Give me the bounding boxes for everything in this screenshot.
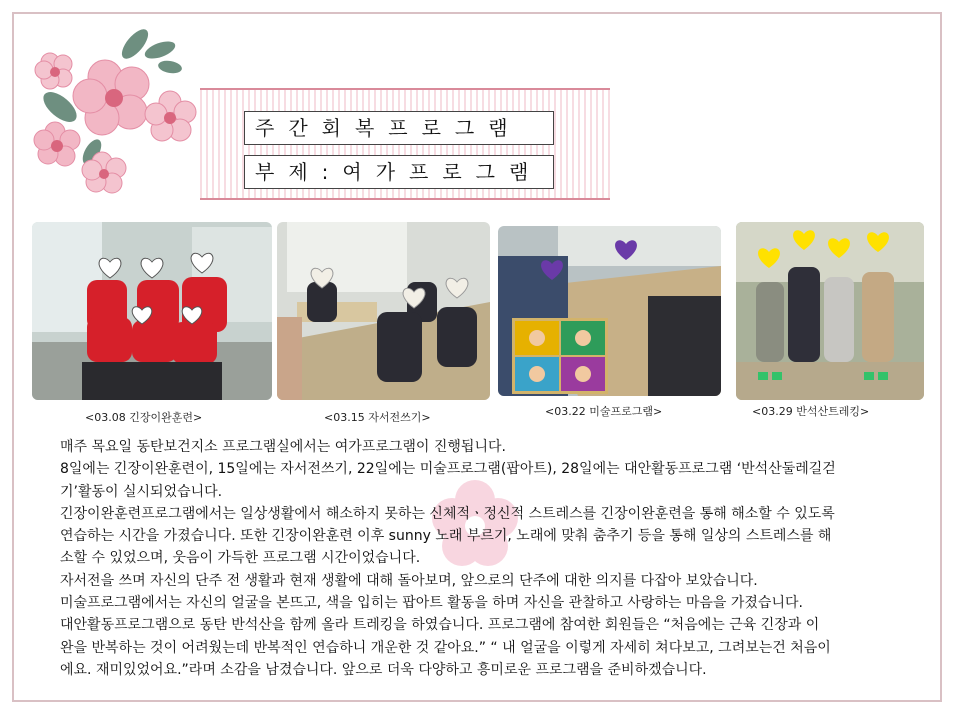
body-line: 에요. 재미있었어요.”라며 소감을 남겼습니다. 앞으로 더욱 다양하고 흥미로운 프로그램을 준비하겠습니다. xyxy=(60,661,707,678)
photo-relaxation-training xyxy=(32,222,272,400)
body-line: 완을 반복하는 것이 어려웠는데 반복적인 연습하니 개운한 것 같아요.” “ 내 얼굴을 이렇게 자세히 쳐다보고, 그려보는건 처음이 xyxy=(60,639,831,656)
body-line: 미술프로그램에서는 자신의 얼굴을 본뜨고, 색을 입히는 팝아트 활동을 하며 자신을 관찰하고 사랑하는 마음을 가졌습니다. xyxy=(60,595,803,612)
page-subtitle: 부제:여가프로그램 xyxy=(244,155,554,189)
page-title: 주간회복프로그램 xyxy=(244,111,554,145)
photo-caption: <03.29 반석산트레킹> xyxy=(752,405,870,418)
body-line: 매주 목요일 동탄보건지소 프로그램실에서는 여가프로그램이 진행됩니다. xyxy=(60,439,506,455)
body-text xyxy=(60,436,930,681)
photo-caption: <03.22 미술프로그램> xyxy=(545,405,663,418)
body-line: 소할 수 있었으며, 웃음이 가득한 프로그램 시간이었습니다. xyxy=(60,550,421,567)
body-line: 연습하는 시간을 가졌습니다. 또한 긴장이완훈련 이후 sunny 노래 부르기, 노래에 맞춰 춤추기 등을 통해 일상의 스트레스를 해 xyxy=(60,528,832,545)
body-line: 긴장이완훈련프로그램에서는 일상생활에서 해소하지 못하는 신체적ㆍ정신적 스트레스를 긴장이완훈련을 통해 해소할 수 있도록 xyxy=(60,505,835,522)
photo-trekking xyxy=(736,222,924,400)
body-line: 대안활동프로그램으로 동탄 반석산을 함께 올라 트레킹을 하였습니다. 프로그램에 참여한 회원들은 “처음에는 근육 긴장과 이 xyxy=(60,617,820,634)
body-line: 자서전을 쓰며 자신의 단주 전 생활과 현재 생활에 대해 돌아보며, 앞으로의 단주에 대한 의지를 다잡아 보았습니다. xyxy=(60,572,758,589)
photo-caption: <03.08 긴장이완훈련> xyxy=(85,411,203,424)
body-line: 기’활동이 실시되었습니다. xyxy=(60,483,223,500)
photo-caption: <03.15 자서전쓰기> xyxy=(324,411,431,424)
photo-art-program xyxy=(498,226,721,396)
flower-bouquet-icon xyxy=(30,22,200,197)
photo-autobiography-writing xyxy=(277,222,490,400)
body-line: 8일에는 긴장이완훈련이, 15일에는 자서전쓰기, 22일에는 미술프로그램(팝아트), 28일에는 대안활동프로그램 ‘반석산둘레길걷 xyxy=(60,461,836,478)
